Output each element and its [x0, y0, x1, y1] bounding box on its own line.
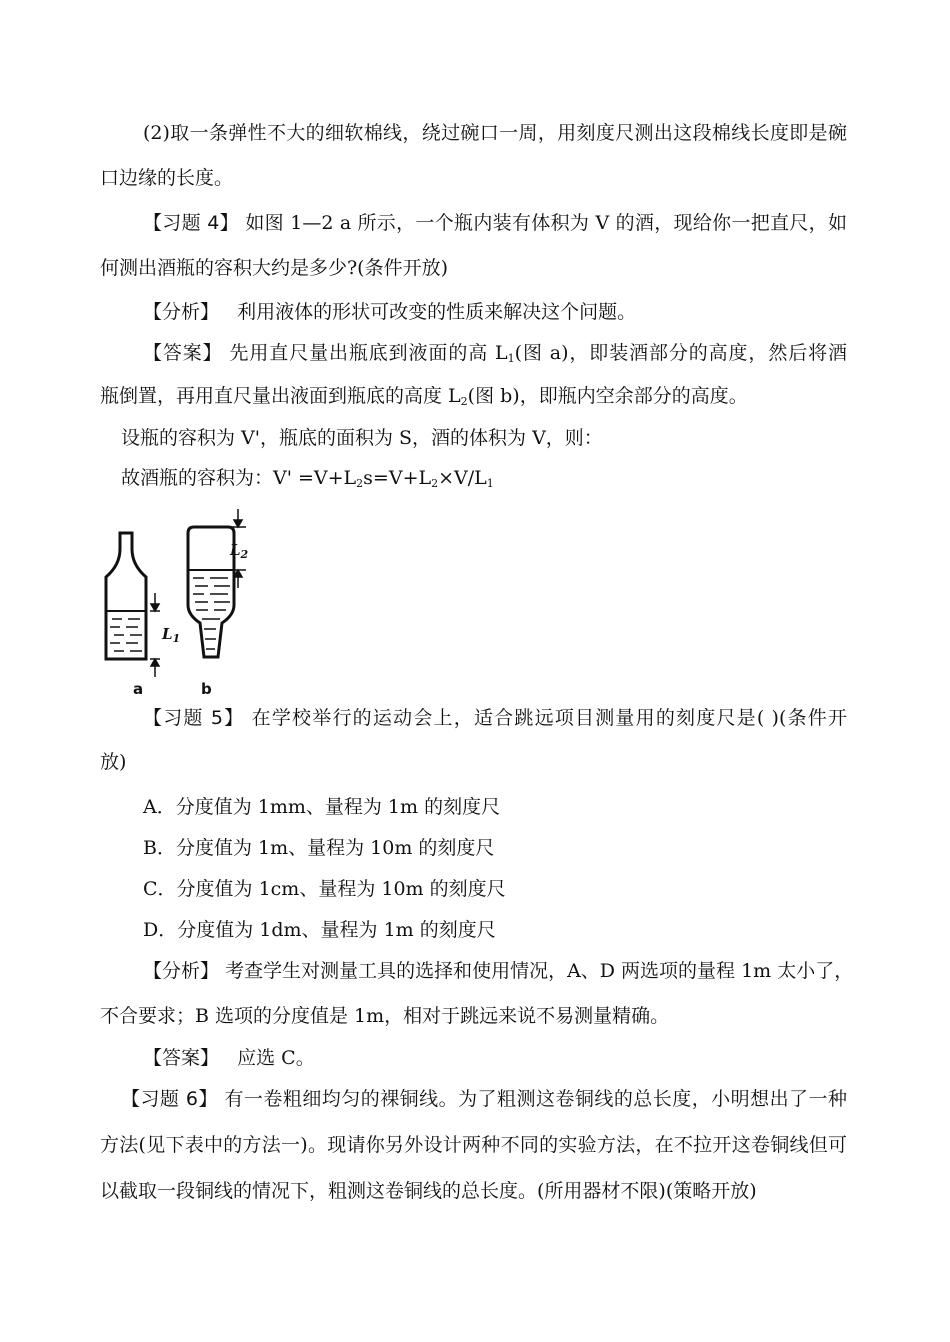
bottle-diagram [100, 505, 260, 700]
exercise-6-line-2: 方法(见下表中的方法一)。现请你另外设计两种不同的实验方法，在不拉开这卷铜线但可 [100, 1134, 847, 1156]
exercise-4-line-1 [143, 211, 847, 235]
bottle-b-liquid [193, 578, 230, 649]
exercise-6-line-1 [121, 1087, 847, 1111]
bottle-a-liquid [110, 619, 142, 651]
exercise-6-tag: 【习题 6】 [121, 1088, 218, 1110]
answer-5 [143, 1046, 315, 1070]
bottle-b [188, 527, 234, 657]
l1-dimension [150, 593, 160, 677]
analysis-5-line-2: 不合要求；B 选项的分度值是 1m，相对于跳远来说不易测量精确。 [100, 1005, 670, 1027]
bottle-figure [100, 505, 260, 700]
l2-label: $L_2$ [230, 541, 249, 561]
paragraph-2-line-2: 口边缘的长度。 [100, 167, 234, 189]
setup-statement: 设瓶的容积为 V'，瓶底的面积为 S，酒的体积为 V，则： [121, 427, 603, 449]
figure-label-a: a [133, 680, 144, 698]
exercise-4-tag: 【习题 4】 [143, 212, 239, 234]
exercise-5-text: 在学校举行的运动会上，适合跳远项目测量用的刻度尺是( )(条件开 [251, 707, 847, 729]
exercise-5-line-1 [143, 706, 847, 730]
answer-4-tag: 【答案】 [143, 342, 223, 364]
figure-label-b: b [201, 680, 212, 698]
answer-4-text-1: 先用直尺量出瓶底到液面的高 $L_1$(图 a)，即装酒部分的高度，然后将酒 [229, 342, 847, 365]
analysis-4 [143, 300, 636, 324]
answer-5-tag: 【答案】 [143, 1047, 220, 1069]
bottle-a [106, 533, 146, 659]
answer-4-line-1 [143, 341, 847, 365]
exercise-5-tag: 【习题 5】 [143, 707, 245, 729]
exercise-4-text: 如图 1—2 a 所示，一个瓶内装有体积为 V 的酒，现给你一把直尺，如 [245, 212, 847, 234]
analysis-4-tag: 【分析】 [143, 301, 220, 323]
option-a: A．分度值为 1mm、量程为 1m 的刻度尺 [143, 796, 501, 818]
exercise-6-line-3: 以截取一段铜线的情况下，粗测这卷铜线的总长度。(所用器材不限)(策略开放) [100, 1180, 757, 1202]
option-b: B．分度值为 1m、量程为 10m 的刻度尺 [143, 837, 495, 859]
exercise-6-text: 有一卷粗细均匀的裸铜线。为了粗测这卷铜线的总长度，小明想出了一种 [224, 1088, 847, 1110]
exercise-4-line-2: 何测出酒瓶的容积大约是多少?(条件开放) [100, 257, 449, 279]
analysis-5-text: 考查学生对测量工具的选择和使用情况，A、D 两选项的量程 1m 太小了， [225, 960, 854, 982]
l1-label: $L_1$ [162, 625, 181, 645]
analysis-4-text: 利用液体的形状可改变的性质来解决这个问题。 [237, 301, 637, 323]
analysis-5-line-1 [143, 959, 854, 983]
volume-formula: 故酒瓶的容积为：$V' =V+L_2s=V+L_2\times V/L_1$ [121, 467, 494, 490]
paragraph-2-line-1: (2)取一条弹性不大的细软棉线，绕过碗口一周，用刻度尺测出这段棉线长度即是碗 [143, 122, 847, 144]
answer-4-line-2: 瓶倒置，再用直尺量出液面到瓶底的高度 $L_2$(图 b)，即瓶内空余部分的高度。 [100, 385, 748, 408]
option-c: C．分度值为 1cm、量程为 10m 的刻度尺 [143, 878, 506, 900]
analysis-5-tag: 【分析】 [143, 960, 220, 982]
answer-5-text: 应选 C。 [237, 1047, 315, 1069]
option-d: D．分度值为 1dm、量程为 1m 的刻度尺 [143, 919, 496, 941]
exercise-5-line-2: 放) [100, 751, 127, 773]
